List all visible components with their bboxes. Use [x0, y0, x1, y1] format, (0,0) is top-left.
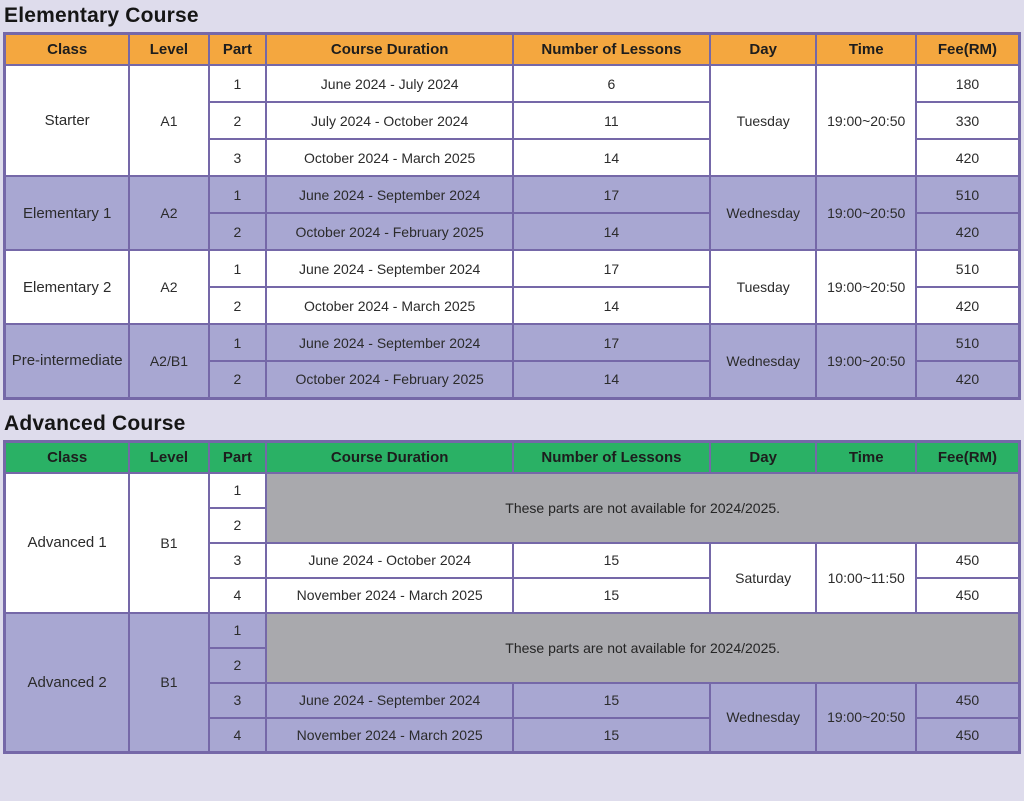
lessons-cell: 15 — [513, 543, 710, 578]
column-header-fee-rm: Fee(RM) — [916, 34, 1020, 66]
class-cell: Elementary 2 — [5, 250, 130, 324]
column-header-day: Day — [710, 441, 817, 473]
part-cell: 2 — [209, 508, 267, 543]
lessons-cell: 14 — [513, 139, 710, 176]
fee-cell: 420 — [916, 139, 1020, 176]
part-row — [5, 613, 1020, 648]
time-cell: 10:00~11:50 — [816, 543, 915, 613]
level-cell: A2 — [129, 176, 208, 250]
duration-cell: June 2024 - September 2024 — [266, 176, 513, 213]
part-cell: 2 — [209, 361, 267, 398]
column-header-level: Level — [129, 34, 208, 66]
part-cell: 2 — [209, 648, 267, 683]
lessons-cell: 11 — [513, 102, 710, 139]
lessons-cell: 15 — [513, 683, 710, 718]
column-header-fee-rm: Fee(RM) — [916, 441, 1020, 473]
column-header-class: Class — [5, 441, 130, 473]
fee-cell: 420 — [916, 287, 1020, 324]
lessons-cell: 17 — [513, 176, 710, 213]
unavailable-band: These parts are not available for 2024/2025. — [266, 613, 1019, 683]
column-header-day: Day — [710, 34, 817, 66]
course-group — [5, 324, 1020, 398]
lessons-cell: 15 — [513, 578, 710, 613]
column-header-course-duration: Course Duration — [266, 441, 513, 473]
level-cell: B1 — [129, 613, 208, 753]
part-cell: 3 — [209, 139, 267, 176]
duration-cell: June 2024 - October 2024 — [266, 543, 513, 578]
part-cell: 1 — [209, 324, 267, 361]
day-cell: Wednesday — [710, 324, 817, 398]
lessons-cell: 14 — [513, 213, 710, 250]
duration-cell: November 2024 - March 2025 — [266, 718, 513, 753]
duration-cell: October 2024 - February 2025 — [266, 213, 513, 250]
part-cell: 3 — [209, 683, 267, 718]
part-cell: 2 — [209, 213, 267, 250]
part-cell: 4 — [209, 578, 267, 613]
time-cell: 19:00~20:50 — [816, 176, 915, 250]
lessons-cell: 17 — [513, 250, 710, 287]
part-row — [5, 250, 1020, 287]
day-cell: Wednesday — [710, 683, 817, 753]
advanced-section — [3, 412, 1021, 755]
duration-cell: July 2024 - October 2024 — [266, 102, 513, 139]
fee-cell: 330 — [916, 102, 1020, 139]
elementary-course-title: Elementary Course — [4, 4, 199, 27]
unavailable-band: These parts are not available for 2024/2025. — [266, 473, 1019, 543]
level-cell: A2 — [129, 250, 208, 324]
fee-cell: 420 — [916, 213, 1020, 250]
fee-cell: 420 — [916, 361, 1020, 398]
duration-cell: June 2024 - September 2024 — [266, 683, 513, 718]
advanced-course-table — [3, 440, 1021, 755]
column-header-class: Class — [5, 34, 130, 66]
lessons-cell: 15 — [513, 718, 710, 753]
header-row — [5, 34, 1020, 66]
course-group — [5, 176, 1020, 250]
level-cell: A1 — [129, 65, 208, 176]
time-cell: 19:00~20:50 — [816, 65, 915, 176]
part-cell: 1 — [209, 473, 267, 508]
level-cell: A2/B1 — [129, 324, 208, 398]
course-group — [5, 613, 1020, 753]
fee-cell: 510 — [916, 250, 1020, 287]
elementary-table-head — [5, 34, 1020, 66]
course-group — [5, 250, 1020, 324]
part-cell: 1 — [209, 176, 267, 213]
level-cell: B1 — [129, 473, 208, 613]
fee-cell: 450 — [916, 718, 1020, 753]
column-header-time: Time — [816, 441, 915, 473]
lessons-cell: 14 — [513, 361, 710, 398]
day-cell: Tuesday — [710, 250, 817, 324]
duration-cell: June 2024 - September 2024 — [266, 250, 513, 287]
time-cell: 19:00~20:50 — [816, 324, 915, 398]
fee-cell: 450 — [916, 683, 1020, 718]
duration-cell: October 2024 - March 2025 — [266, 139, 513, 176]
column-header-number-of-lessons: Number of Lessons — [513, 34, 710, 66]
class-cell: Advanced 1 — [5, 473, 130, 613]
part-cell: 3 — [209, 543, 267, 578]
column-header-number-of-lessons: Number of Lessons — [513, 441, 710, 473]
time-cell: 19:00~20:50 — [816, 250, 915, 324]
elementary-course-table — [3, 32, 1021, 400]
duration-cell: October 2024 - March 2025 — [266, 287, 513, 324]
part-row — [5, 65, 1020, 102]
fee-cell: 510 — [916, 324, 1020, 361]
header-row — [5, 441, 1020, 473]
column-header-part: Part — [209, 34, 267, 66]
lessons-cell: 14 — [513, 287, 710, 324]
part-row — [5, 473, 1020, 508]
part-row — [5, 176, 1020, 213]
part-row — [5, 324, 1020, 361]
course-group — [5, 473, 1020, 613]
part-cell: 2 — [209, 287, 267, 324]
course-group — [5, 65, 1020, 176]
column-header-level: Level — [129, 441, 208, 473]
duration-cell: November 2024 - March 2025 — [266, 578, 513, 613]
part-cell: 1 — [209, 250, 267, 287]
advanced-table-head — [5, 441, 1020, 473]
fee-cell: 450 — [916, 543, 1020, 578]
advanced-course-title: Advanced Course — [4, 411, 186, 435]
part-cell: 1 — [209, 65, 267, 102]
part-cell: 1 — [209, 613, 267, 648]
day-cell: Tuesday — [710, 65, 817, 176]
time-cell: 19:00~20:50 — [816, 683, 915, 753]
day-cell: Wednesday — [710, 176, 817, 250]
duration-cell: June 2024 - July 2024 — [266, 65, 513, 102]
fee-cell: 510 — [916, 176, 1020, 213]
part-cell: 2 — [209, 102, 267, 139]
lessons-cell: 17 — [513, 324, 710, 361]
class-cell: Starter — [5, 65, 130, 176]
column-header-part: Part — [209, 441, 267, 473]
part-cell: 4 — [209, 718, 267, 753]
lessons-cell: 6 — [513, 65, 710, 102]
class-cell: Pre-intermediate — [5, 324, 130, 398]
class-cell: Advanced 2 — [5, 613, 130, 753]
fee-cell: 180 — [916, 65, 1020, 102]
class-cell: Elementary 1 — [5, 176, 130, 250]
elementary-section — [3, 4, 1021, 400]
day-cell: Saturday — [710, 543, 817, 613]
fee-cell: 450 — [916, 578, 1020, 613]
column-header-course-duration: Course Duration — [266, 34, 513, 66]
duration-cell: October 2024 - February 2025 — [266, 361, 513, 398]
duration-cell: June 2024 - September 2024 — [266, 324, 513, 361]
column-header-time: Time — [816, 34, 915, 66]
